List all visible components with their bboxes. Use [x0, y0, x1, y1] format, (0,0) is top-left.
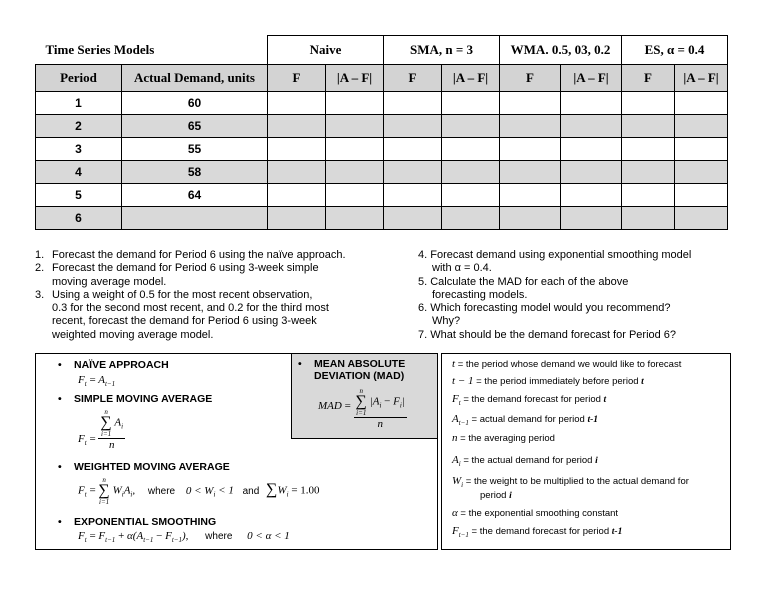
sma-section-title: • SIMPLE MOVING AVERAGE: [58, 393, 213, 405]
wma-section-title: • WEIGHTED MOVING AVERAGE: [58, 461, 230, 473]
empty-cell: [326, 184, 384, 207]
period-cell: 1: [36, 92, 122, 115]
col-header-abs-error: |A – F|: [561, 65, 622, 92]
empty-cell: [384, 161, 442, 184]
es-formula: $F_t = F_{t-1} + \alpha(A_{t-1} - F_{t-1})$, where 0 < α < 1: [78, 530, 290, 544]
demand-cell: 60: [122, 92, 268, 115]
mad-formula: MAD = n ∑ i=1 $|A_i - F_i|$ n: [318, 387, 405, 430]
method-header-es: ES, α = 0.4: [622, 36, 728, 65]
questions-right: [418, 249, 738, 342]
mad-title: • MEAN ABSOLUTE DEVIATION (MAD): [298, 358, 406, 382]
method-header-wma: WMA. 0.5, 03, 0.2: [500, 36, 622, 65]
empty-cell: [384, 115, 442, 138]
empty-cell: [442, 161, 500, 184]
question-item: 6. Which forecasting model would you recommend? Why?: [418, 302, 671, 328]
empty-cell: [326, 138, 384, 161]
empty-cell: [442, 92, 500, 115]
question-item: 4. Forecast demand using exponential smoothing model with α = 0.4.: [418, 249, 692, 275]
definitions-box: [441, 353, 731, 550]
empty-cell: [384, 92, 442, 115]
empty-cell: [622, 92, 675, 115]
definition-item: $A_{t-1}$ = actual demand for period t-1: [452, 413, 599, 427]
empty-cell: [500, 207, 561, 230]
definition-item: t = the period whose demand we would like to forecast: [452, 358, 682, 370]
col-header-f: F: [622, 65, 675, 92]
empty-cell: [500, 184, 561, 207]
mad-box: [291, 353, 438, 439]
sma-formula: $F_t$ = n ∑ i=1 $A_i$ n: [78, 408, 124, 451]
question-item: 5. Calculate the MAD for each of the above forecasting models.: [418, 275, 629, 301]
empty-cell: [622, 115, 675, 138]
time-series-table: [35, 35, 728, 230]
empty-cell: [442, 184, 500, 207]
empty-cell: [268, 161, 326, 184]
empty-cell: [675, 92, 728, 115]
definition-item: t − 1 = the period immediately before period t: [452, 375, 644, 387]
demand-cell: [122, 207, 268, 230]
empty-cell: [326, 115, 384, 138]
empty-cell: [384, 138, 442, 161]
empty-cell: [384, 184, 442, 207]
col-header-f: F: [268, 65, 326, 92]
empty-cell: [675, 161, 728, 184]
col-header-f: F: [384, 65, 442, 92]
questions-left: [35, 249, 405, 342]
col-header-actual: Actual Demand, units: [122, 65, 268, 92]
demand-cell: 55: [122, 138, 268, 161]
demand-cell: 58: [122, 161, 268, 184]
empty-cell: [622, 138, 675, 161]
period-cell: 2: [36, 115, 122, 138]
empty-cell: [622, 207, 675, 230]
empty-cell: [561, 207, 622, 230]
question-item: 1. Forecast the demand for Period 6 using the naïve approach.: [35, 249, 346, 261]
definition-item: n = the averaging period: [452, 432, 555, 444]
empty-cell: [384, 207, 442, 230]
table-row: [36, 115, 728, 138]
empty-cell: [561, 92, 622, 115]
empty-cell: [442, 115, 500, 138]
col-header-abs-error: |A – F|: [442, 65, 500, 92]
empty-cell: [675, 207, 728, 230]
definition-item: α = the exponential smoothing constant: [452, 507, 619, 519]
empty-cell: [268, 138, 326, 161]
table-row: [36, 138, 728, 161]
column-header-row: [36, 65, 728, 92]
es-section-title: • EXPONENTIAL SMOOTHING: [58, 516, 217, 528]
definition-item: $F_{t-1}$ = the demand forecast for period t-1: [452, 525, 623, 539]
question-item: 2. Forecast the demand for Period 6 using 3-week simple moving average model.: [35, 262, 319, 288]
col-header-period: Period: [36, 65, 122, 92]
table-title: Time Series Models: [36, 36, 268, 65]
table-row: [36, 161, 728, 184]
empty-cell: [622, 161, 675, 184]
demand-cell: 65: [122, 115, 268, 138]
definition-item-continued: period i: [480, 490, 512, 501]
empty-cell: [675, 184, 728, 207]
naive-formula: $F_t = A_{t-1}$: [78, 374, 116, 388]
question-item: 7. What should be the demand forecast for Period 6?: [418, 328, 677, 341]
method-header-naive: Naive: [268, 36, 384, 65]
empty-cell: [500, 115, 561, 138]
empty-cell: [561, 161, 622, 184]
empty-cell: [561, 138, 622, 161]
empty-cell: [561, 115, 622, 138]
empty-cell: [268, 207, 326, 230]
period-cell: 4: [36, 161, 122, 184]
definition-item: $W_i$ = the weight to be multiplied to the actual demand for: [452, 475, 689, 489]
empty-cell: [326, 161, 384, 184]
empty-cell: [500, 138, 561, 161]
method-header-sma: SMA, n = 3: [384, 36, 500, 65]
definition-item: $A_i$ = the actual demand for period i: [452, 454, 598, 468]
empty-cell: [442, 138, 500, 161]
col-header-abs-error: |A – F|: [326, 65, 384, 92]
question-item: 3. Using a weight of 0.5 for the most recent observation, 0.3 for the second most recent, and 0.2 for the third most recent, forecast the demand for Period 6 using 3-week weighted moving average model.: [35, 288, 329, 341]
empty-cell: [268, 115, 326, 138]
empty-cell: [326, 207, 384, 230]
empty-cell: [268, 184, 326, 207]
period-cell: 5: [36, 184, 122, 207]
empty-cell: [561, 184, 622, 207]
definition-item: $F_t$ = the demand forecast for period t: [452, 393, 607, 407]
empty-cell: [675, 115, 728, 138]
table-row: [36, 92, 728, 115]
table-row: [36, 184, 728, 207]
col-header-f: F: [500, 65, 561, 92]
demand-cell: 64: [122, 184, 268, 207]
empty-cell: [500, 161, 561, 184]
empty-cell: [675, 138, 728, 161]
empty-cell: [622, 184, 675, 207]
period-cell: 6: [36, 207, 122, 230]
method-header-row: [36, 36, 728, 65]
col-header-abs-error: |A – F|: [675, 65, 728, 92]
empty-cell: [326, 92, 384, 115]
empty-cell: [268, 92, 326, 115]
naive-section-title: • NAÏVE APPROACH: [58, 359, 169, 371]
empty-cell: [442, 207, 500, 230]
period-cell: 3: [36, 138, 122, 161]
empty-cell: [500, 92, 561, 115]
table-row: [36, 207, 728, 230]
wma-formula: $F_t$ = n ∑ i=1 $W_iA_i$, where $0 < W_i < 1$ and $\sum W_i = 1.00$: [78, 476, 320, 506]
